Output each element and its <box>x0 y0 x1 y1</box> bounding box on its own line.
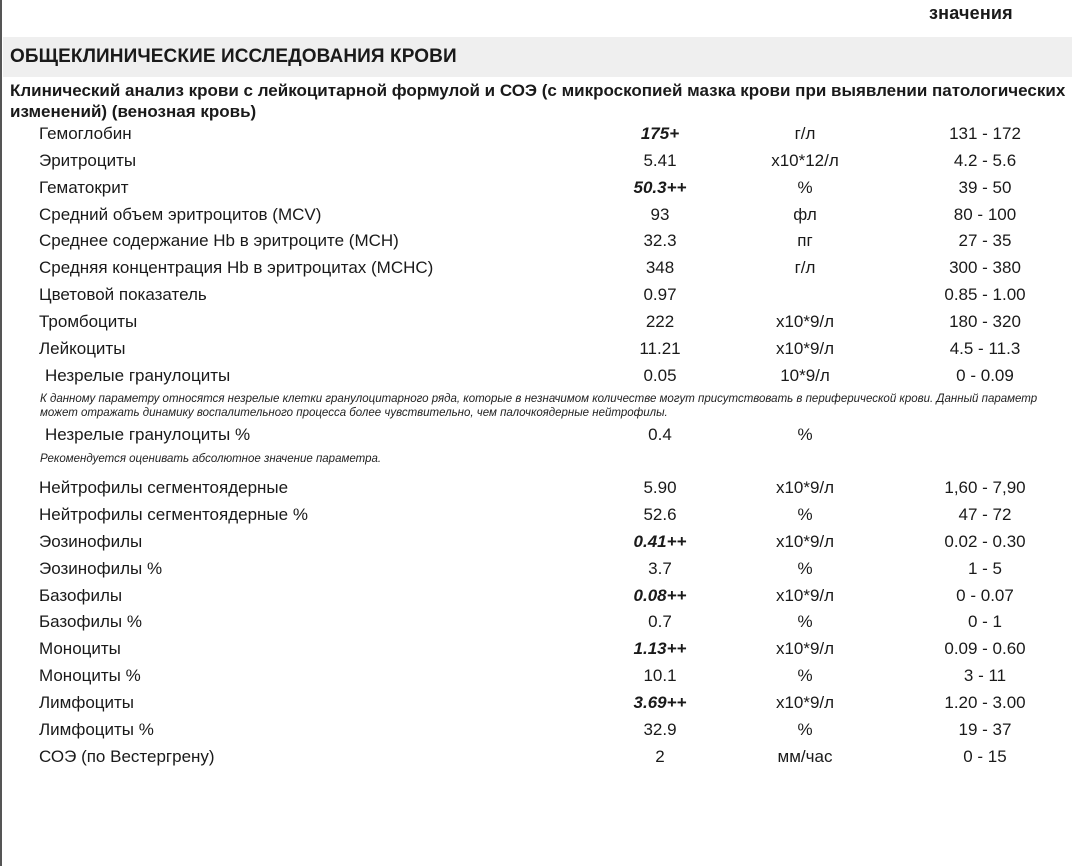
reference-range: 80 - 100 <box>953 205 1017 224</box>
reference-range: 1.20 - 3.00 <box>944 693 1026 712</box>
reference-column-header: значения <box>929 3 1013 23</box>
test-unit: г/л <box>794 124 816 143</box>
test-name: Лимфоциты <box>39 693 135 712</box>
test-value: 2 <box>655 747 665 766</box>
test-unit: 10*9/л <box>780 366 830 385</box>
test-unit: % <box>797 505 813 524</box>
reference-range: 0.85 - 1.00 <box>944 285 1026 304</box>
test-name: Эозинофилы % <box>39 559 163 578</box>
reference-range: 4.2 - 5.6 <box>953 151 1017 170</box>
result-row-neutrophils-seg-pct <box>0 501 1080 528</box>
reference-range: 47 - 72 <box>958 505 1012 524</box>
test-value: 5.41 <box>643 151 677 170</box>
test-name: Незрелые гранулоциты <box>45 366 231 385</box>
test-name: Средняя концентрация Hb в эритроцитах (MCHC) <box>39 258 434 277</box>
reference-range: 0 - 15 <box>963 747 1007 766</box>
test-name: Среднее содержание Hb в эритроците (MCH) <box>39 231 399 250</box>
result-row-hematocrit <box>0 174 1080 201</box>
test-unit: x10*9/л <box>775 639 835 658</box>
test-value-abnormal: 0.41++ <box>633 532 687 551</box>
test-unit: мм/час <box>777 747 833 766</box>
test-value: 0.7 <box>648 612 672 631</box>
test-unit: x10*9/л <box>775 312 835 331</box>
result-row-esr <box>0 743 1080 770</box>
reference-range: 4.5 - 11.3 <box>949 339 1021 358</box>
result-row-leukocytes <box>0 335 1080 362</box>
test-unit: пг <box>797 231 813 250</box>
reference-range: 27 - 35 <box>958 231 1012 250</box>
result-row-mch <box>0 227 1080 254</box>
test-value: 0.4 <box>648 425 672 444</box>
test-value: 222 <box>645 312 675 331</box>
test-name: Нейтрофилы сегментоядерные % <box>39 505 308 524</box>
reference-range: 19 - 37 <box>958 720 1012 739</box>
test-value-abnormal: 175+ <box>640 124 680 143</box>
result-row-neutrophils-seg <box>0 474 1080 501</box>
test-value-abnormal: 50.3++ <box>633 178 687 197</box>
test-unit: % <box>797 559 813 578</box>
test-name: Гемоглобин <box>39 124 132 143</box>
test-name: Гематокрит <box>39 178 129 197</box>
result-row-hemoglobin <box>0 120 1080 147</box>
reference-range: 180 - 320 <box>949 312 1021 331</box>
reference-range: 1,60 - 7,90 <box>944 478 1026 497</box>
note-immature-granulocytes: К данному параметру относятся незрелые клетки гранулоцитарного ряда, которые в незначимом количестве могут присутствовать в периферической крови. Данный параметр может отражать динамику воспалительного процесса более чувствительно, чем палочкоядерные нейтрофилы. <box>40 393 1038 419</box>
result-row-erythrocytes <box>0 147 1080 174</box>
reference-range: 1 - 5 <box>967 559 1003 578</box>
test-name: Моноциты <box>39 639 121 658</box>
test-value: 52.6 <box>643 505 677 524</box>
test-unit: % <box>797 612 813 631</box>
test-name: Лейкоциты <box>39 339 126 358</box>
test-name: Цветовой показатель <box>39 285 207 304</box>
test-name: Базофилы <box>39 586 123 605</box>
test-name: Моноциты % <box>39 666 141 685</box>
test-value: 0.05 <box>643 366 677 385</box>
test-unit: x10*9/л <box>775 586 835 605</box>
result-row-immature-granulocytes-pct <box>0 421 1080 448</box>
test-value-abnormal: 0.08++ <box>633 586 687 605</box>
test-unit: x10*9/л <box>775 532 835 551</box>
test-name: Базофилы % <box>39 612 142 631</box>
test-value: 3.7 <box>648 559 672 578</box>
result-row-basophils-pct <box>0 608 1080 635</box>
result-row-eosinophils-pct <box>0 555 1080 582</box>
result-row-immature-granulocytes <box>0 362 1080 389</box>
test-name: Тромбоциты <box>39 312 138 331</box>
test-value-abnormal: 3.69++ <box>633 693 687 712</box>
test-value: 10.1 <box>643 666 677 685</box>
test-name: Средний объем эритроцитов (MCV) <box>39 205 322 224</box>
test-unit: % <box>797 425 813 444</box>
test-name: Нейтрофилы сегментоядерные <box>39 478 289 497</box>
test-name: Эозинофилы <box>39 532 143 551</box>
reference-range: 0 - 0.07 <box>956 586 1014 605</box>
reference-range: 300 - 380 <box>949 258 1021 277</box>
test-value: 11.21 <box>639 339 681 358</box>
test-unit: x10*12/л <box>771 151 839 170</box>
reference-range: 0 - 0.09 <box>956 366 1014 385</box>
reference-range: 3 - 11 <box>963 666 1007 685</box>
result-row-mcv <box>0 201 1080 228</box>
reference-range: 0 - 1 <box>967 612 1003 631</box>
test-name: Незрелые гранулоциты % <box>45 425 251 444</box>
reference-range: 131 - 172 <box>949 124 1021 143</box>
test-value: 32.3 <box>643 231 677 250</box>
test-unit: x10*9/л <box>775 339 835 358</box>
test-unit: % <box>797 720 813 739</box>
test-panel-title: Клинический анализ крови с лейкоцитарной формулой и СОЭ (с микроскопией мазка крови при выявлении патологических изменений) (венозная кровь) <box>10 81 1066 121</box>
test-unit: % <box>797 666 813 685</box>
test-value: 5.90 <box>643 478 677 497</box>
test-value: 348 <box>645 258 675 277</box>
result-row-monocytes-pct <box>0 662 1080 689</box>
reference-range: 0.09 - 0.60 <box>944 639 1026 658</box>
test-unit: фл <box>793 205 817 224</box>
result-row-basophils <box>0 582 1080 609</box>
test-name: Лимфоциты % <box>39 720 154 739</box>
result-row-platelets <box>0 308 1080 335</box>
test-name: Эритроциты <box>39 151 137 170</box>
result-row-monocytes <box>0 635 1080 662</box>
result-row-mchc <box>0 254 1080 281</box>
result-row-lymphocytes-pct <box>0 716 1080 743</box>
result-row-eosinophils <box>0 528 1080 555</box>
section-title: ОБЩЕКЛИНИЧЕСКИЕ ИССЛЕДОВАНИЯ КРОВИ <box>10 46 457 67</box>
reference-range: 0.02 - 0.30 <box>944 532 1026 551</box>
test-unit: x10*9/л <box>775 478 835 497</box>
test-unit: % <box>797 178 813 197</box>
reference-range: 39 - 50 <box>958 178 1012 197</box>
note-immature-granulocytes-pct: Рекомендуется оценивать абсолютное значение параметра. <box>40 453 382 465</box>
test-value: 93 <box>650 205 670 224</box>
result-row-lymphocytes <box>0 689 1080 716</box>
result-row-color-index <box>0 281 1080 308</box>
test-name: СОЭ (по Вестергрену) <box>39 747 215 766</box>
test-unit: x10*9/л <box>775 693 835 712</box>
test-value: 32.9 <box>643 720 677 739</box>
test-value-abnormal: 1.13++ <box>633 639 687 658</box>
test-unit: г/л <box>794 258 816 277</box>
test-value: 0.97 <box>643 285 677 304</box>
